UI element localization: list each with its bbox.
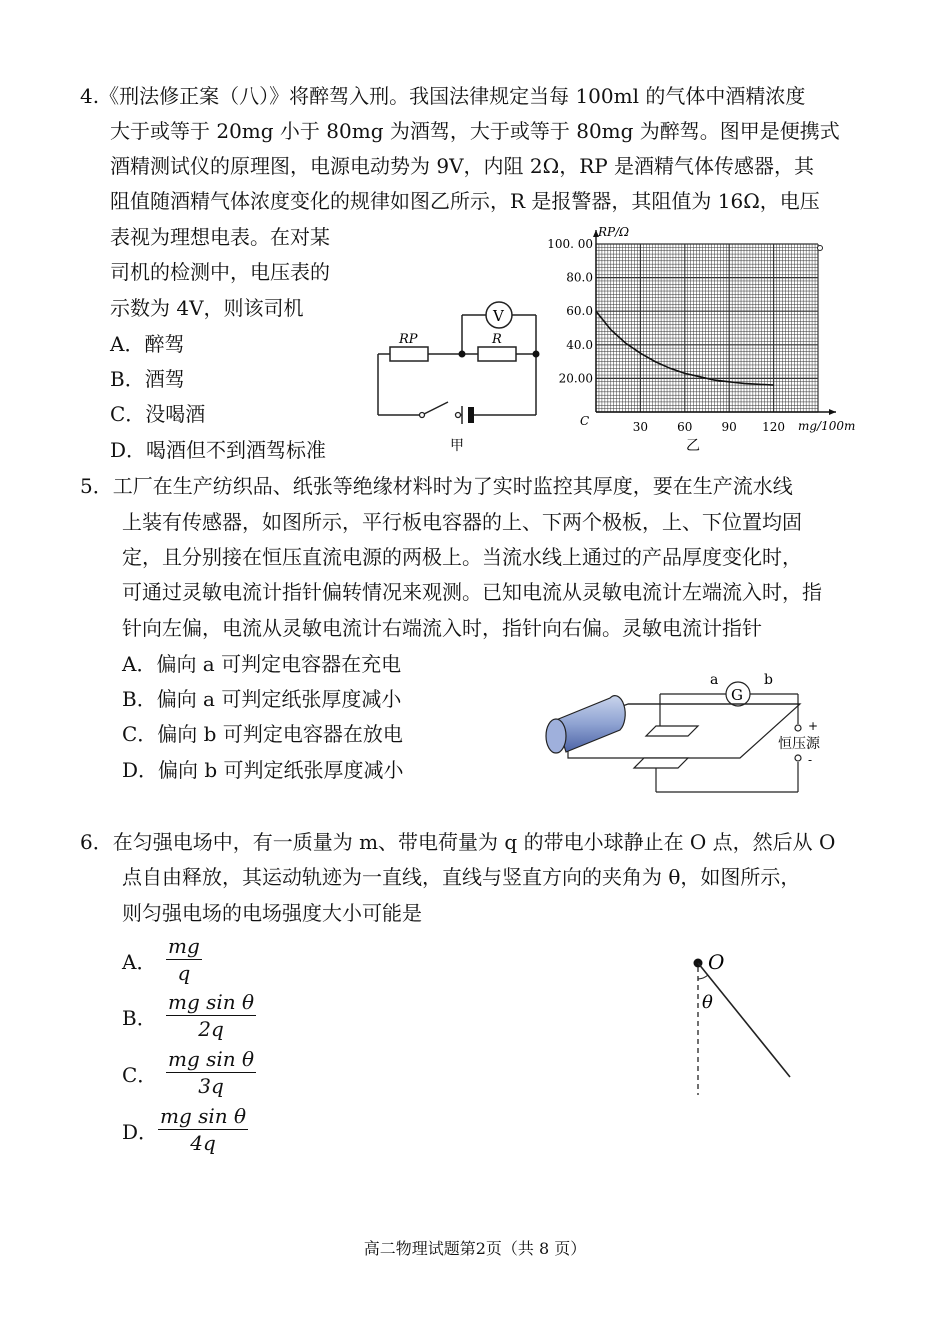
q6-option-d-denominator: 4q <box>190 1131 216 1155</box>
y-tick-label: 20.00 <box>558 371 593 386</box>
y-tick-label: 40.0 <box>566 337 593 352</box>
x-tick-label: 60 <box>677 420 693 434</box>
r-label: R <box>492 332 502 347</box>
q4-line-1: 4.《刑法修正案（八）》将醉驾入刑。我国法律规定当每 100ml 的气体中酒精浓度 <box>80 84 806 108</box>
q6-option-a-fraction <box>166 934 202 985</box>
q6-option-b-fraction <box>166 990 256 1041</box>
q4-line-2: 大于或等于 20mg 小于 80mg 为酒驾，大于或等于 80mg 为醉驾。图甲是便携式 <box>110 119 840 143</box>
q6-option-c-denominator: 3q <box>198 1074 224 1098</box>
q6-option-a-numerator: mg <box>168 934 200 958</box>
q6-option-d-fraction <box>158 1104 248 1155</box>
power-source-label: 恒压源 <box>778 736 820 752</box>
upper-plate <box>646 726 698 736</box>
q4-option-c[interactable]: C．没喝酒 <box>110 402 206 426</box>
q6-option-b-denominator: 2q <box>198 1017 224 1041</box>
chart-grid <box>596 244 818 412</box>
rp-label: RP <box>399 332 418 347</box>
q5-option-a[interactable]: A．偏向 a 可判定电容器在充电 <box>122 652 402 676</box>
q4-line-3: 酒精测试仪的原理图，电源电动势为 9V，内阻 2Ω，RP 是酒精气体传感器，其 <box>110 154 815 178</box>
q6-option-b-numerator: mg sin θ <box>168 990 255 1014</box>
q5-option-c[interactable]: C．偏向 b 可判定电容器在放电 <box>122 722 403 746</box>
chart-caption: 乙 <box>686 438 700 454</box>
q5-option-d[interactable]: D．偏向 b 可判定纸张厚度减小 <box>122 758 404 782</box>
q4-option-a[interactable]: A．醉驾 <box>110 332 185 356</box>
x-tick-label: 30 <box>632 420 649 434</box>
voltmeter-icon: V <box>493 307 504 325</box>
x-tick-label: 120 <box>762 420 786 434</box>
label-b: b <box>764 672 773 688</box>
label-minus: - <box>808 753 813 767</box>
galvanometer-icon: G <box>731 686 743 704</box>
q6-line-3: 则匀强电场的电场强度大小可能是 <box>122 901 422 925</box>
label-theta: θ <box>702 992 713 1013</box>
q4-option-b[interactable]: B．酒驾 <box>110 367 185 391</box>
q6-option-d-numerator: mg sin θ <box>160 1104 247 1128</box>
battery-icon <box>468 407 474 423</box>
page-footer: 高二物理试题第2页（共 8 页） <box>363 1239 587 1258</box>
q4-option-d[interactable]: D．喝酒但不到酒驾标准 <box>110 438 327 462</box>
q6-option-c-label[interactable]: C． <box>122 1063 158 1087</box>
trajectory-figure <box>680 945 810 1100</box>
chart-origin-label: C <box>580 414 590 428</box>
q6-line-2: 点自由释放，其运动轨迹为一直线，直线与竖直方向的夹角为 θ，如图所示， <box>122 865 801 889</box>
label-o: O <box>708 950 725 974</box>
q6-option-a-denominator: q <box>177 961 191 985</box>
q4-line-4: 阻值随酒精气体浓度变化的规律如图乙所示，R 是报警器，其阻值为 16Ω，电压 <box>110 189 820 213</box>
q4-line-5: 表视为理想电表。在对某 <box>110 225 330 249</box>
q5-line-2: 上装有传感器，如图所示，平行板电容器的上、下两个极板，上、下位置均固 <box>122 510 802 534</box>
q6-option-d-label[interactable]: D． <box>122 1120 159 1144</box>
q5-line-5: 针向左偏，电流从灵敏电流计右端流入时，指针向右偏。灵敏电流计指针 <box>122 616 762 640</box>
chart-xlabel: mg/100m <box>798 419 856 433</box>
lower-plate <box>634 758 688 768</box>
label-a: a <box>710 672 719 688</box>
q5-line-4: 可通过灵敏电流计指针偏转情况来观测。已知电流从灵敏电流计左端流入时，指 <box>122 580 822 604</box>
q5-option-b[interactable]: B．偏向 a 可判定纸张厚度减小 <box>122 687 402 711</box>
label-plus: + <box>808 719 819 733</box>
q6-line-1: 6．在匀强电场中，有一质量为 m、带电荷量为 q 的带电小球静止在 O 点，然后从 O <box>80 830 836 854</box>
q6-option-a-label[interactable]: A． <box>122 950 157 974</box>
y-tick-label: 80.0 <box>566 270 593 285</box>
q6-option-b-label[interactable]: B． <box>122 1006 157 1030</box>
capacitor-paper-figure <box>538 668 848 798</box>
q6-option-c-fraction <box>166 1047 256 1098</box>
q5-line-1: 5．工厂在生产纺织品、纸张等绝缘材料时为了实时监控其厚度，要在生产流水线 <box>80 474 793 498</box>
chart-ylabel: RP/Ω <box>598 225 630 239</box>
circuit-caption: 甲 <box>450 438 464 454</box>
rp-concentration-chart <box>540 222 860 458</box>
q4-line-6: 司机的检测中，电压表的 <box>110 260 330 284</box>
q4-line-7: 示数为 4V，则该司机 <box>110 296 304 320</box>
q6-option-c-numerator: mg sin θ <box>168 1047 255 1071</box>
y-tick-label: 100. 00 <box>547 237 593 251</box>
q5-line-3: 定，且分别接在恒压直流电源的两极上。当流水线上通过的产品厚度变化时， <box>122 545 802 569</box>
y-tick-label: 60.0 <box>566 304 593 319</box>
x-tick-label: 90 <box>721 420 737 434</box>
circuit-diagram <box>370 290 550 460</box>
trajectory-line <box>698 963 790 1077</box>
